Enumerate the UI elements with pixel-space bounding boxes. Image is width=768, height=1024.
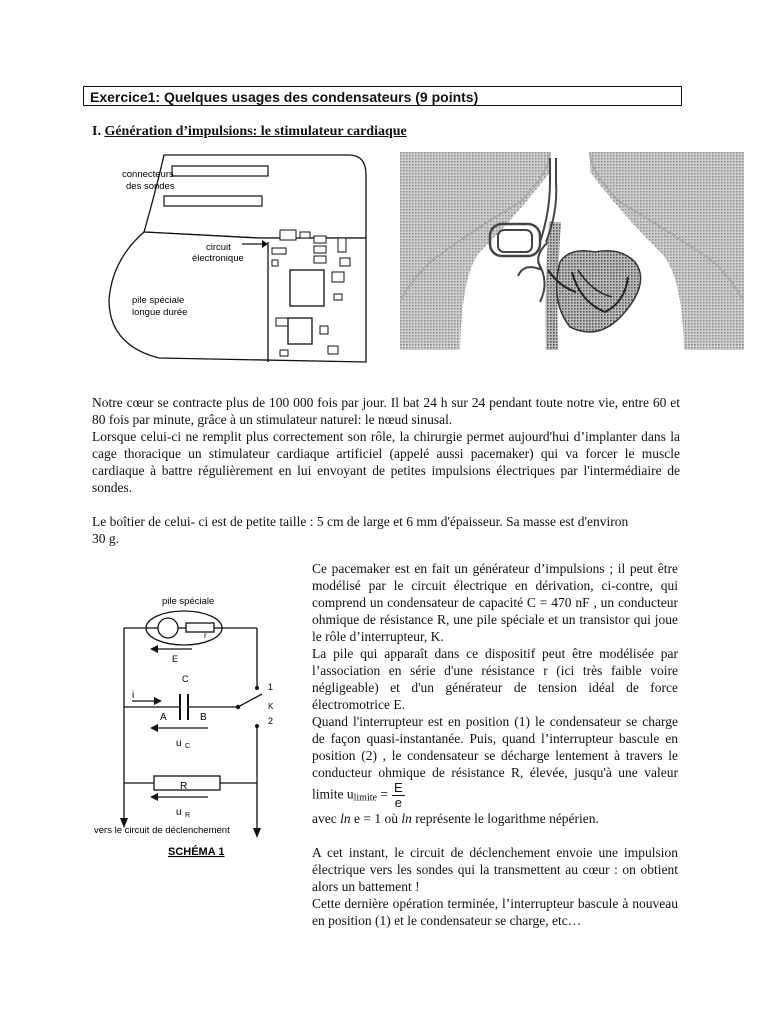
section-title: Génération d’impulsions: le stimulateur cardiaque (104, 124, 407, 139)
intro-paragraph-3: Le boîtier de celui- ci est de petite taille : 5 cm de large et 6 mm d'épaisseur. Sa masse est d'environ (92, 514, 629, 529)
label-battery-1: pile spéciale (132, 295, 185, 306)
intro-text (92, 394, 680, 547)
label-connectors-2: des sondes (126, 181, 175, 192)
label-b: B (200, 712, 207, 723)
label-ur: u (176, 807, 182, 818)
section-number: I. (92, 124, 101, 139)
right-paragraph-3: Quand l'interrupteur est en position (1) le condensateur se charge de façon quasi-instantanée. Puis, quand l’interrupteur bascule en position (2) , le condensateur se décharge lentement à travers le conducteur ohmique de résistance R, élevée, jusqu'à une valeur limite $u_{limite}$ = $\frac{E}{e}$ (312, 714, 678, 810)
fraction-e-over-e: $\frac{E}{e}$ (393, 780, 403, 810)
label-uc: u (176, 738, 182, 749)
label-trigger-circuit: vers le circuit de déclenchement (94, 825, 230, 836)
label-k: K (268, 702, 274, 711)
right-paragraph-6: Cette dernière opération terminée, l’interrupteur bascule à nouveau en position (1) et le condensateur se charge, etc… (312, 896, 678, 928)
right-paragraph-1: Ce pacemaker est en fait un générateur d’impulsions ; il peut être modélisé par le circuit électrique en dérivation, ci-contre, qui comprend un condensateur de capacité C = 470 nF , un conducteur ohmique de résistance R, une pile spéciale et un transistor qui joue le rôle d’interrupteur, K. (312, 561, 678, 644)
intro-paragraph-1: Notre cœur se contracte plus de 100 000 fois par jour. Il bat 24 h sur 24 pendant toute notre vie, entre 60 et 80 fois par minute, grâce à un stimulateur naturel: le nœud sinusal. (92, 395, 680, 427)
intro-paragraph-3-end: 30 g. (92, 531, 119, 546)
connector-slot-2 (164, 196, 262, 206)
label-position-2: 2 (268, 716, 274, 726)
label-uc-sub: C (185, 743, 191, 750)
label-a: A (160, 712, 167, 723)
label-i: i (132, 690, 135, 701)
circuit-schematic (92, 590, 292, 860)
right-paragraph-2: La pile qui apparaît dans ce dispositif peut être modélisée par l’association en série d'une résistance r (ici très faible voire négligeable) et d'un générateur de tension idéal de force électromotrice E. (312, 646, 678, 712)
label-battery-2: longue durée (132, 307, 188, 318)
right-paragraph-5: A cet instant, le circuit de déclenchement envoie une impulsion électrique vers les sondes qui la transmettent au cœur : on obtient alors un battement ! (312, 845, 678, 894)
section-heading (92, 124, 407, 140)
label-position-1: 1 (268, 682, 274, 692)
label-c: C (182, 674, 189, 684)
label-resistor-R: R (180, 781, 188, 792)
label-connectors-1: connecteurs (122, 169, 174, 180)
connector-slot-1 (172, 166, 268, 176)
schema-caption: SCHÉMA 1 (168, 846, 225, 858)
intro-paragraph-2: Lorsque celui-ci ne remplit plus correctement son rôle, la chirurgie permet aujourd'hui d’implanter dans la cage thoracique un stimulateur cardiaque artificiel (appelé aussi pacemaker) qui va forcer le muscle cardiaque à battre régulièrement en lui envoyant de petites impulsions électriques par l'intermédiaire de sondes. (92, 429, 680, 495)
chest-xray-illustration (400, 152, 744, 350)
label-circuit-1: circuit (206, 242, 231, 253)
right-paragraph-4: avec ln e = 1 où ln représente le logarithme népérien. (312, 811, 599, 826)
label-r: r (204, 631, 207, 640)
label-circuit-2: électronique (192, 253, 244, 264)
label-ur-sub: R (185, 812, 191, 819)
u-limite-subscript: limite (353, 792, 377, 804)
label-e: E (172, 654, 179, 664)
label-special-battery: pile spéciale (162, 596, 215, 607)
right-column-text (312, 560, 678, 929)
exercise-title: Exercice1: Quelques usages des condensateurs (9 points) (83, 86, 682, 106)
pacemaker-device-figure (104, 150, 372, 370)
